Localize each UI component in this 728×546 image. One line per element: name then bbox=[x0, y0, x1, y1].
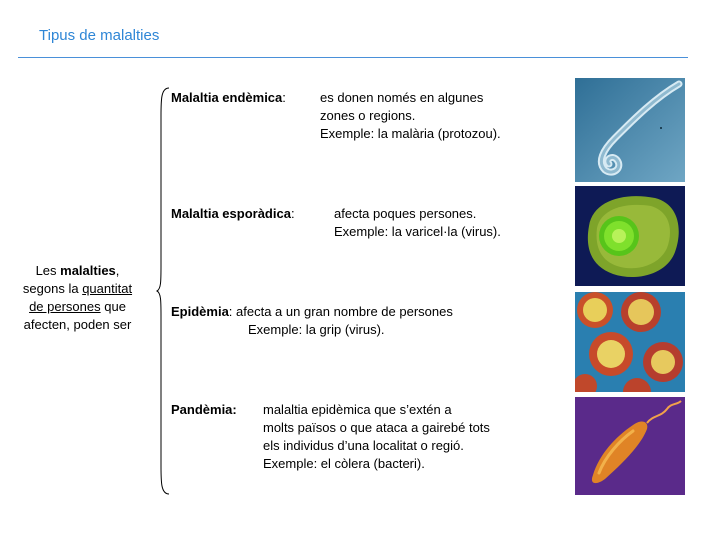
type-pandemia-desc: malaltia epidèmica que s’extén a molts països o que ataca a gairebé tots els individus d’una localitat o regió. Exemple: el còlera (bacteri). bbox=[263, 402, 490, 471]
cholera-image bbox=[575, 397, 685, 495]
intro-line-3: de persones que bbox=[29, 299, 126, 314]
protozoan-image bbox=[575, 78, 685, 182]
type-esporadica: Malaltia esporàdica: bbox=[171, 206, 295, 221]
influenza-image bbox=[575, 292, 685, 392]
varicella-image bbox=[575, 186, 685, 286]
type-endemica: Malaltia endèmica: bbox=[171, 90, 286, 105]
intro-text bbox=[6, 262, 149, 334]
intro-line-1: Les malalties, bbox=[35, 263, 120, 278]
type-pandemia: Pandèmia: bbox=[171, 402, 237, 417]
intro-line-2: segons la quantitat bbox=[22, 281, 133, 296]
page-title: Tipus de malalties bbox=[39, 27, 160, 44]
type-epidemia: Epidèmia: afecta a un gran nombre de persones Exemple: la grip (virus). bbox=[171, 304, 453, 337]
type-endemica-desc: es donen només en algunes zones o regions. Exemple: la malària (protozou). bbox=[320, 90, 501, 141]
brace bbox=[156, 86, 170, 496]
type-esporadica-desc: afecta poques persones. Exemple: la varicel·la (virus). bbox=[334, 206, 501, 239]
title-divider bbox=[18, 57, 688, 58]
intro-line-4: afecten, poden ser bbox=[23, 317, 132, 332]
